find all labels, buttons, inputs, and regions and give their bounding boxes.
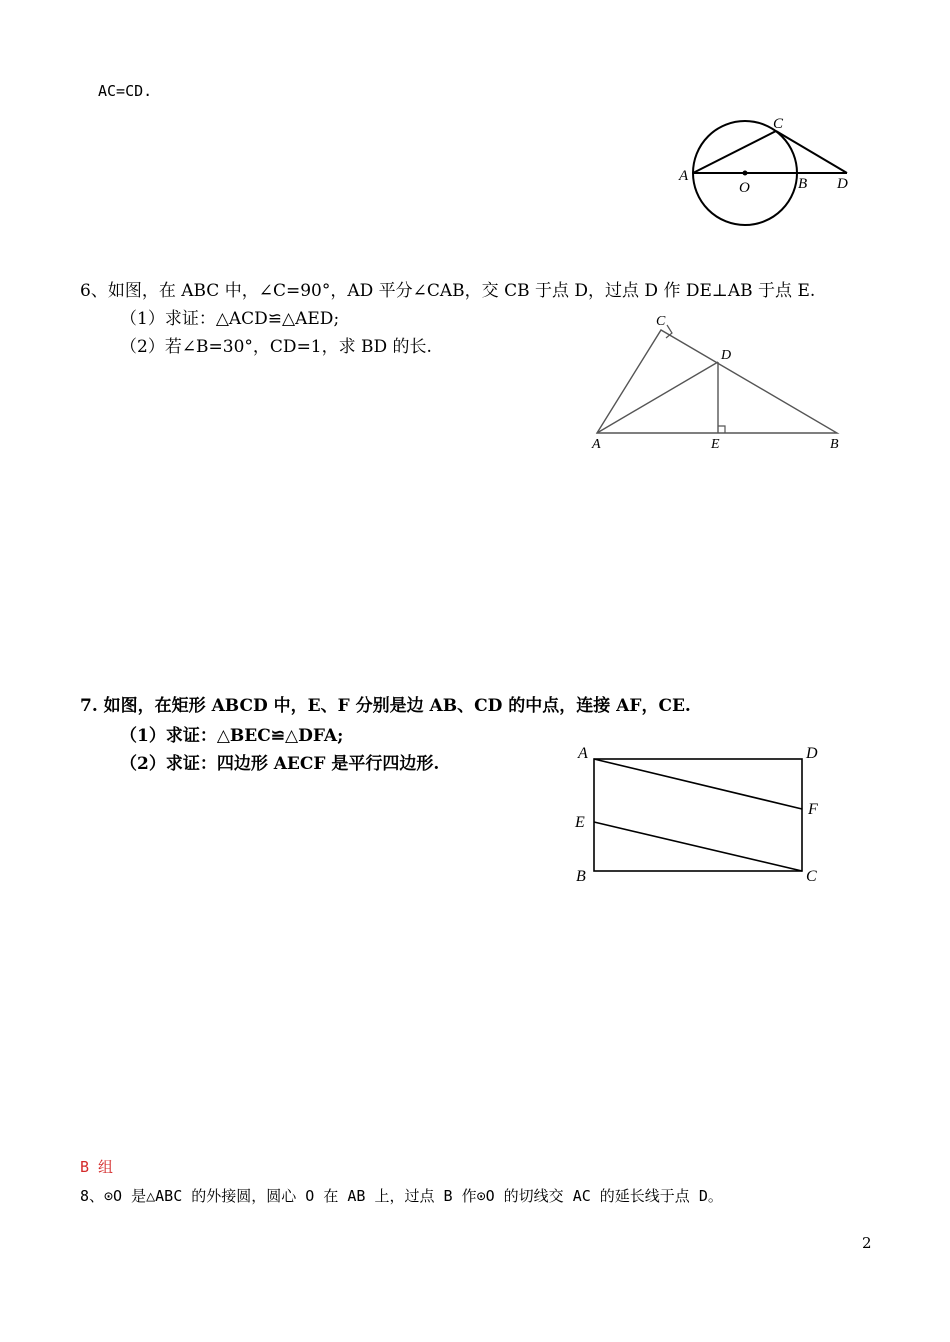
label-f: F [808, 801, 818, 818]
q7-part1: （1）求证：△BEC≌△DFA; [120, 726, 344, 746]
label-e: E [575, 814, 585, 831]
label-a: A [592, 437, 601, 452]
line-ad [597, 362, 718, 433]
label-b: B [798, 176, 808, 192]
rectangle-abcd [594, 759, 802, 871]
label-c: C [656, 314, 666, 329]
label-b: B [830, 437, 839, 452]
label-c: C [773, 116, 784, 132]
label-c: C [806, 868, 817, 885]
q7-stem: 7. 如图，在矩形 ABCD 中，E、F 分别是边 AB、CD 的中点，连接 AF，CE. [80, 696, 691, 716]
line-cd [776, 131, 847, 173]
q7-part2: （2）求证：四边形 AECF 是平行四边形. [120, 754, 440, 774]
q7-figure [570, 738, 830, 888]
section-b-heading: B 组 [80, 1158, 114, 1176]
label-o: O [739, 180, 750, 196]
center-dot [743, 171, 748, 176]
q6-stem: 6、如图，在 ABC 中，∠C=90°，AD 平分∠CAB，交 CB 于点 D，过点 D 作 DE⊥AB 于点 E. [80, 281, 816, 301]
label-a: A [578, 745, 588, 762]
label-e: E [711, 437, 720, 452]
line-af [594, 759, 802, 809]
label-d: D [721, 348, 732, 363]
label-b: B [576, 868, 586, 885]
q5-conclusion: AC=CD. [98, 82, 153, 100]
line-ac [693, 131, 776, 173]
page-number: 2 [862, 1234, 872, 1252]
q5-figure [670, 110, 860, 235]
q6-part1: （1）求证：△ACD≌△AED; [120, 309, 340, 329]
right-angle-e [718, 426, 725, 433]
q6-part2: （2）若∠B=30°，CD=1，求 BD 的长. [120, 337, 432, 357]
label-d: D [837, 176, 848, 192]
line-ec [594, 822, 802, 871]
q6-figure [585, 310, 850, 455]
triangle-abc [597, 330, 837, 433]
label-a: A [679, 168, 689, 184]
q8-stem: 8、⊙O 是△ABC 的外接圆，圆心 O 在 AB 上，过点 B 作⊙O 的切线交 AC 的延长线于点 D。 [80, 1187, 723, 1205]
label-d: D [806, 745, 818, 762]
